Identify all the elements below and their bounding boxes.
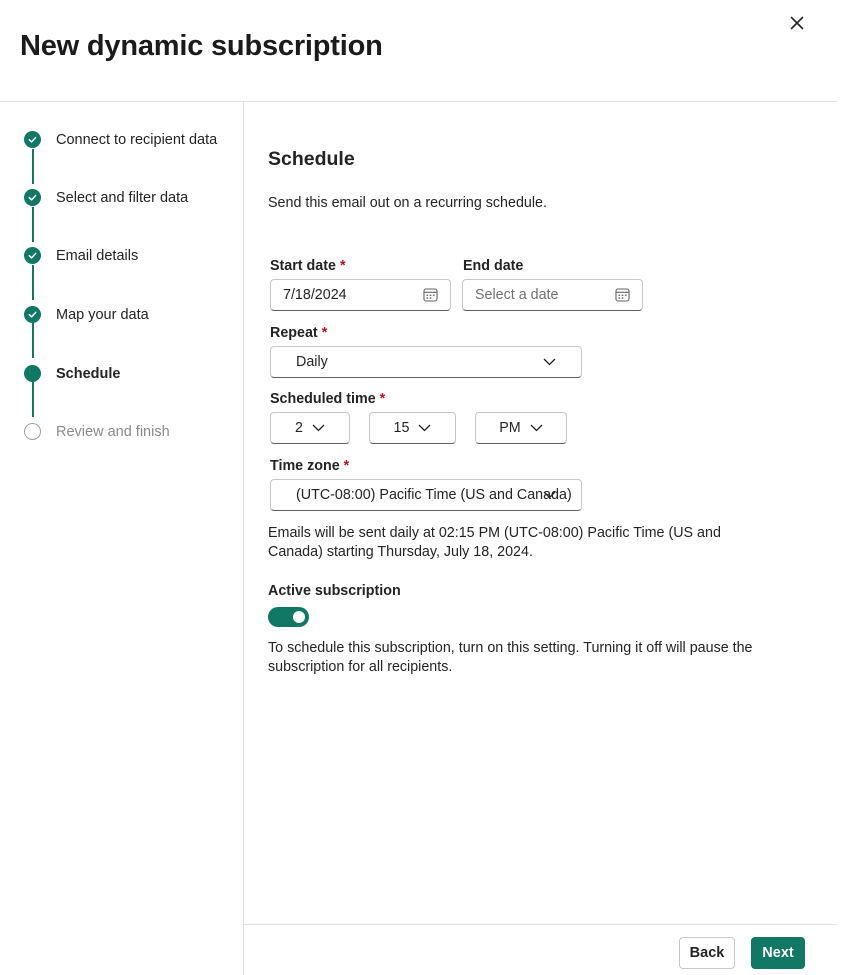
required-mark: * (343, 458, 350, 474)
repeat-label: Repeat * (270, 325, 328, 341)
scheduled-time-label: Scheduled time * (270, 391, 386, 407)
start-date-input[interactable] (270, 279, 451, 311)
schedule-summary: Emails will be sent daily at 02:15 PM (UTC-08:00) Pacific Time (US and Canada) starting Thursday, July 18, 2024. (268, 525, 721, 560)
minute-dropdown[interactable] (369, 412, 456, 444)
time-zone-dropdown[interactable] (270, 479, 582, 511)
step-map-your-data[interactable] (24, 306, 149, 323)
time-zone-label: Time zone * (270, 458, 350, 474)
header-divider (0, 101, 837, 102)
step-label: Review and finish (56, 423, 170, 440)
next-button[interactable]: Next (751, 937, 805, 969)
ampm-value: PM (499, 420, 521, 436)
step-label: Email details (56, 247, 139, 264)
repeat-value: Daily (296, 354, 328, 370)
step-label: Map your data (56, 306, 149, 323)
sidebar-divider (243, 101, 244, 975)
step-connector (32, 265, 34, 300)
checkmark-icon (24, 247, 41, 264)
required-mark: * (379, 391, 386, 407)
hour-dropdown[interactable] (270, 412, 350, 444)
chevron-down-icon (418, 424, 431, 432)
footer-divider (244, 924, 837, 925)
step-connect-recipient-data[interactable] (24, 131, 217, 148)
chevron-down-icon (312, 424, 325, 432)
calendar-icon[interactable] (423, 288, 438, 302)
close-icon (790, 16, 804, 30)
start-date-label: Start date * (270, 258, 346, 274)
step-select-filter-data[interactable] (24, 189, 188, 206)
step-schedule[interactable] (24, 365, 120, 382)
toggle-knob (293, 611, 305, 623)
step-label: Connect to recipient data (56, 131, 218, 148)
active-subscription-toggle[interactable] (268, 607, 309, 627)
close-button[interactable] (784, 10, 810, 36)
checkmark-icon (24, 131, 41, 148)
step-email-details[interactable] (24, 247, 138, 264)
checkmark-icon (24, 306, 41, 323)
repeat-dropdown[interactable] (270, 346, 582, 378)
chevron-down-icon (530, 424, 543, 432)
step-connector (32, 323, 34, 358)
step-connector (32, 149, 34, 184)
required-mark: * (321, 325, 328, 341)
active-subscription-help: To schedule this subscription, turn on this setting. Turning it off will pause the subscription for all recipients. (268, 640, 753, 675)
back-button[interactable]: Back (679, 937, 735, 969)
pending-step-circle-icon (24, 423, 41, 440)
active-subscription-label: Active subscription (268, 583, 401, 599)
end-date-placeholder: Select a date (475, 287, 559, 303)
ampm-dropdown[interactable] (475, 412, 567, 444)
step-label: Select and filter data (56, 189, 189, 206)
step-connector (32, 207, 34, 242)
current-step-dot-icon (24, 365, 41, 382)
time-zone-value: (UTC-08:00) Pacific Time (US and Canada) (296, 487, 572, 503)
step-review-and-finish[interactable] (24, 423, 170, 440)
dialog-title: New dynamic subscription (20, 30, 383, 62)
end-date-input[interactable] (462, 279, 643, 311)
section-description: Send this email out on a recurring schedule. (268, 195, 547, 211)
calendar-icon[interactable] (615, 288, 630, 302)
checkmark-icon (24, 189, 41, 206)
hour-value: 2 (295, 420, 303, 436)
start-date-value: 7/18/2024 (283, 287, 347, 303)
step-connector (32, 382, 34, 417)
minute-value: 15 (393, 420, 410, 436)
section-title: Schedule (268, 148, 355, 170)
required-mark: * (339, 258, 346, 274)
chevron-down-icon (543, 358, 556, 366)
chevron-down-icon (543, 491, 556, 499)
end-date-label: End date (463, 258, 524, 274)
step-label: Schedule (56, 365, 121, 382)
